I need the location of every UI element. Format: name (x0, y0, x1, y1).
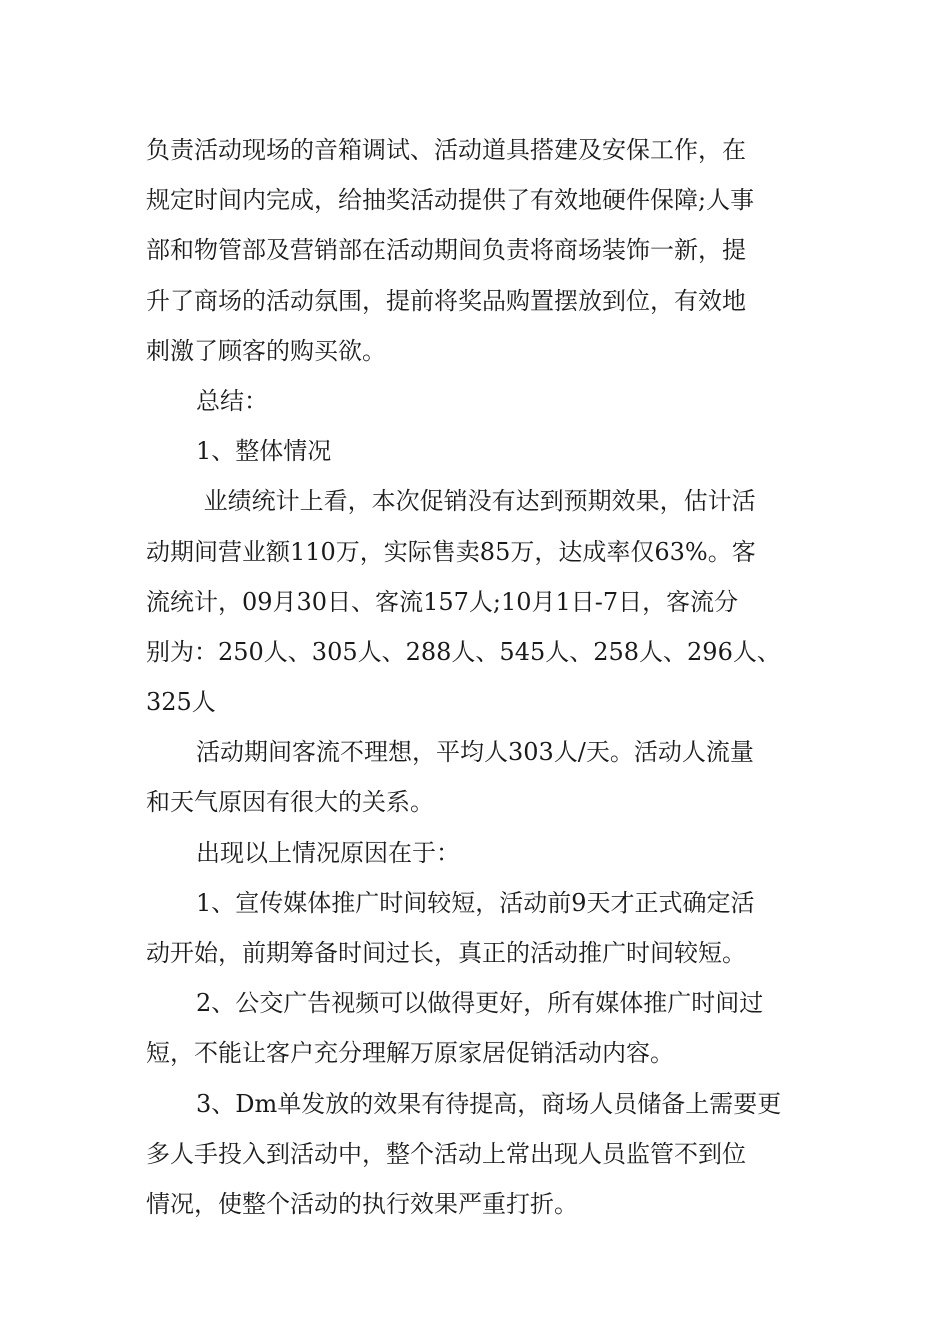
text-line: 短，不能让客户充分理解万原家居促销活动内容。 (146, 1039, 674, 1068)
text-line: 325人 (146, 688, 216, 717)
list-item: 1、宣传媒体推广时间较短，活动前9天才正式确定活 (196, 888, 755, 917)
text-line: 升了商场的活动氛围，提前将奖品购置摆放到位，有效地 (146, 286, 746, 315)
text-line: 动开始，前期筹备时间过长，真正的活动推广时间较短。 (146, 939, 746, 967)
text-line: 别为：250人、305人、288人、545人、258人、296人、 (146, 637, 781, 666)
list-item: 3、Dm单发放的效果有待提高，商场人员储备上需要更 (196, 1089, 782, 1118)
text-line: 流统计，09月30日、客流157人;10月1日-7日，客流分 (146, 587, 739, 616)
section-heading-summary: 总结： (196, 386, 268, 415)
text-line: 刺激了顾客的购买欲。 (146, 336, 386, 365)
text-line: 和天气原因有很大的关系。 (146, 788, 434, 817)
list-item: 2、公交广告视频可以做得更好，所有媒体推广时间过 (196, 989, 764, 1018)
text-line: 活动期间客流不理想，平均人303人/天。活动人流量 (196, 738, 754, 767)
text-line: 出现以上情况原因在于： (196, 838, 460, 867)
subsection-heading: 1、整体情况 (196, 437, 332, 466)
text-line: 部和物管部及营销部在活动期间负责将商场装饰一新，提 (146, 236, 746, 265)
text-line: 规定时间内完成，给抽奖活动提供了有效地硬件保障;人事 (146, 186, 755, 215)
text-line: 业绩统计上看，本次促销没有达到预期效果，估计活 (196, 487, 756, 516)
text-line: 情况，使整个活动的执行效果严重打折。 (146, 1189, 578, 1218)
text-line: 负责活动现场的音箱调试、活动道具搭建及安保工作，在 (146, 136, 746, 164)
text-line: 多人手投入到活动中，整个活动上常出现人员监管不到位 (146, 1139, 746, 1168)
document-body (146, 125, 826, 1229)
text-line: 动期间营业额110万，实际售卖85万，达成率仅63%。客 (146, 537, 756, 566)
